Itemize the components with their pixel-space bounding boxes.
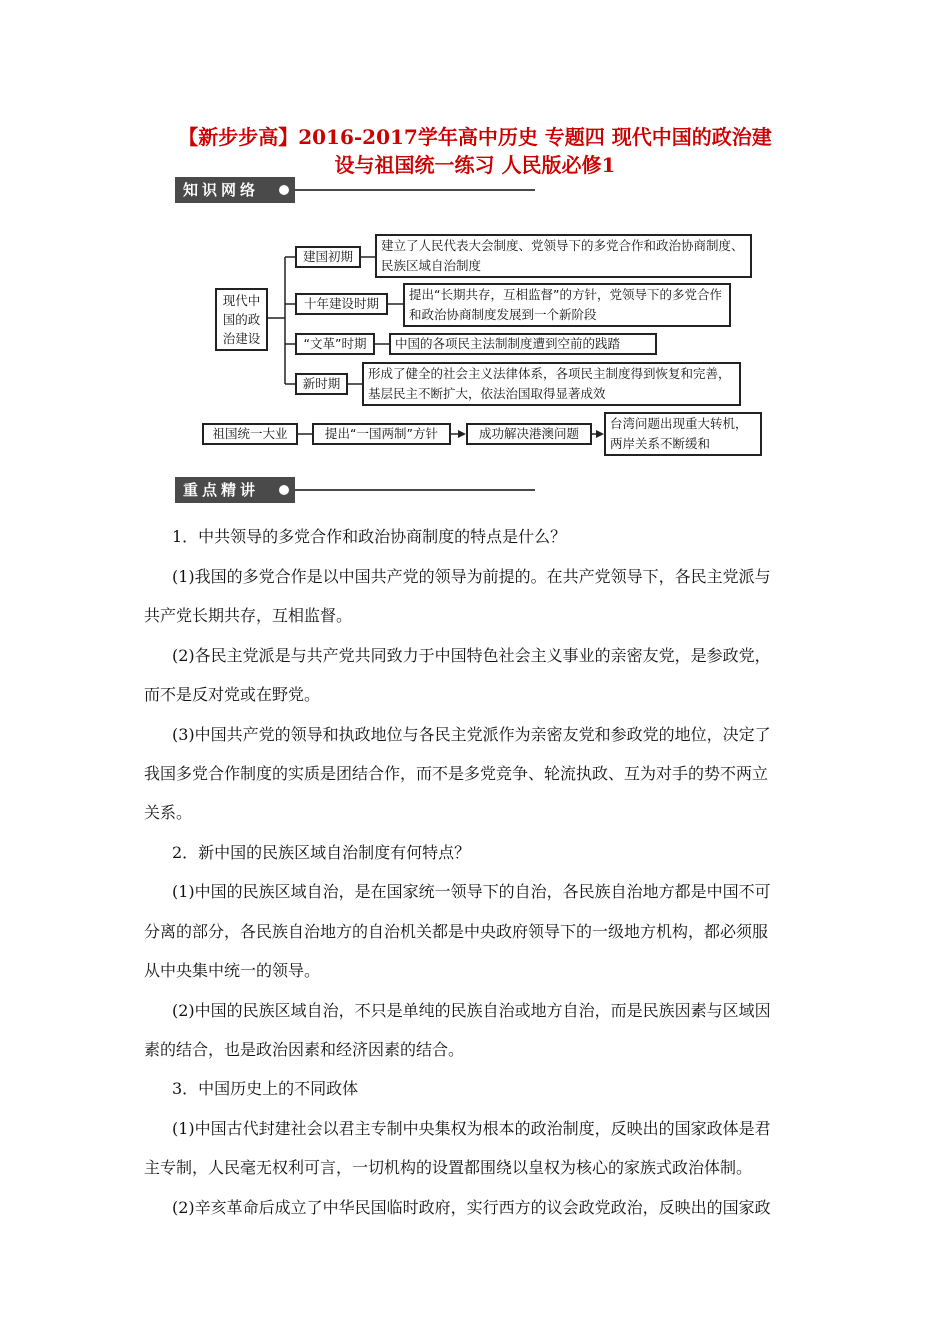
paragraph-line: (3)中国共产党的领导和执政地位与各民主党派作为亲密友党和参政党的地位，决定了 [172,725,771,744]
section-label: 重点精讲 [175,477,295,503]
paragraph-line: (2)各民主党派是与共产党共同致力于中国特色社会主义事业的亲密友党，是参政党， [172,646,771,665]
section-header-key-points [175,477,535,503]
bullet-dot-icon [279,485,289,495]
paragraph-line: (2)中国的民族区域自治，不只是单纯的民族自治或地方自治，而是民族因素与区域因 [172,1001,771,1020]
paragraph-line: 从中央集中统一的领导。 [144,961,321,980]
title-line-1: 【新步步高】2016-2017学年高中历史 专题四 现代中国的政治建 [178,125,772,149]
paragraph-line: 主专制，人民毫无权利可言，一切机构的设置都围绕以皇权为核心的家族式政治体制。 [144,1158,753,1177]
period-ten-years-desc: 提出“长期共存，互相监督”的方针，党领导下的多党合作和政治协商制度发展到一个新阶段 [403,283,731,327]
hk-macau-box: 成功解决港澳问题 [466,423,592,445]
period-ten-years-box: 十年建设时期 [295,293,388,315]
paragraph-line: (1)我国的多党合作是以中国共产党的领导为前提的。在共产党领导下，各民主党派与 [172,567,771,586]
paragraph-line: 共产党长期共存，互相监督。 [144,606,353,625]
paragraph-line: (1)中国的民族区域自治，是在国家统一领导下的自治，各民族自治地方都是中国不可 [172,882,771,901]
question-1: 1．中共领导的多党合作和政治协商制度的特点是什么？ [172,527,567,546]
section-label: 知识网络 [175,177,295,203]
paragraph-line: 我国多党合作制度的实质是团结合作，而不是多党竞争、轮流执政、互为对手的势不两立 [144,764,769,783]
one-country-two-systems-box: 提出“一国两制”方针 [312,423,451,445]
paragraph-line: (2)辛亥革命后成立了中华民国临时政府，实行西方的议会政党政治，反映出的国家政 [172,1198,771,1217]
diagram-root-box: 现代中国的政治建设 [215,288,268,351]
period-cultural-revolution-box: “文革”时期 [295,333,375,355]
section-rule [295,489,535,491]
period-new-era-box: 新时期 [295,373,348,395]
question-3: 3．中国历史上的不同政体 [172,1079,359,1098]
period-founding-box: 建国初期 [295,246,361,268]
paragraph-line: 而不是反对党或在野党。 [144,685,321,704]
period-new-era-desc: 形成了健全的社会主义法律体系，各项民主制度得到恢复和完善，基层民主不断扩大，依法治国取得显著成效 [362,362,741,406]
paragraph-line: 分离的部分，各民族自治地方的自治机关都是中央政府领导下的一级地方机构，都必须服 [144,922,769,941]
period-cultural-revolution-desc: 中国的各项民主法制制度遭到空前的践踏 [389,333,657,355]
paragraph-line: (1)中国古代封建社会以君主专制中央集权为根本的政治制度，反映出的国家政体是君 [172,1119,771,1138]
paragraph-line: 素的结合，也是政治因素和经济因素的结合。 [144,1040,465,1059]
taiwan-result-box: 台湾问题出现重大转机，两岸关系不断缓和 [604,412,762,456]
unification-start-box: 祖国统一大业 [202,423,298,445]
question-2: 2．新中国的民族区域自治制度有何特点？ [172,843,471,862]
title-line-2: 设与祖国统一练习 人民版必修1 [334,153,616,177]
paragraph-line: 关系。 [144,803,193,822]
period-founding-desc: 建立了人民代表大会制度、党领导下的多党合作和政治协商制度、民族区域自治制度 [375,234,752,278]
